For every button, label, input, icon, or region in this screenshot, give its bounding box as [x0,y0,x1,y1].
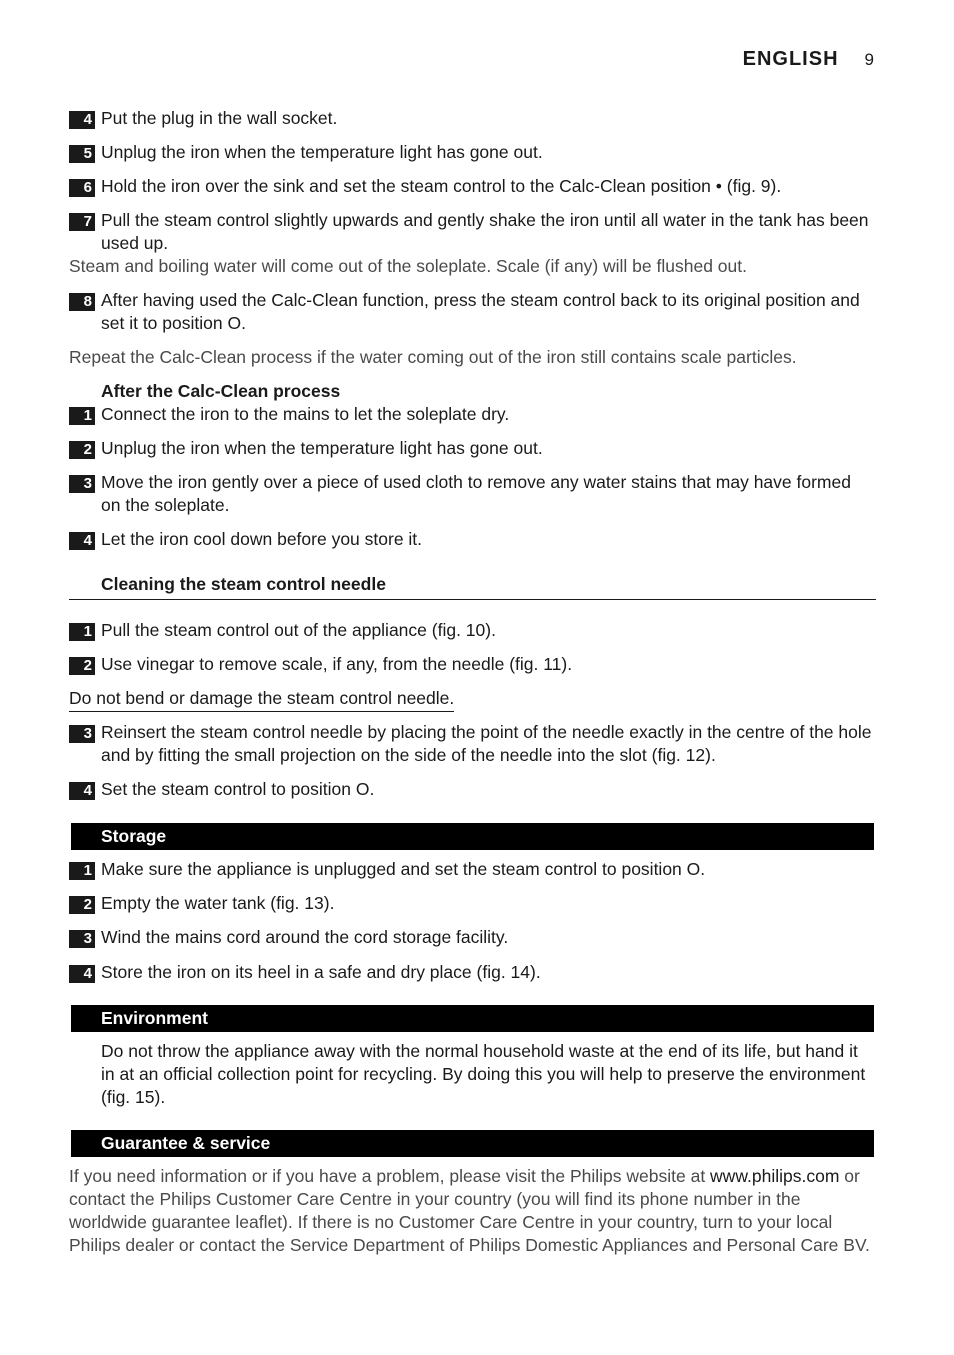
step-number: 1 [69,862,95,880]
page-number: 9 [864,50,874,69]
step-text: Store the iron on its heel in a safe and dry place (fig. 14). [101,962,541,982]
step-text: Unplug the iron when the temperature light has gone out. [101,142,543,162]
step-item [69,403,874,426]
step-number: 1 [69,623,95,641]
step-text: Connect the iron to the mains to let the soleplate dry. [101,404,510,424]
step-text: Reinsert the steam control needle by placing the point of the needle exactly in the centre of the hole and by fitting the small projection on the side of the needle into the slot (fig. 12). [101,722,872,765]
guarantee-text-before: If you need information or if you have a problem, please visit the Philips website at [69,1166,711,1186]
storage-heading-bar [71,823,874,850]
step-number: 1 [69,407,95,425]
step-number: 3 [69,475,95,493]
philips-website-link[interactable]: www.philips.com [710,1166,840,1186]
step-text: Unplug the iron when the temperature light has gone out. [101,438,543,458]
step-item [69,892,874,915]
step-item [69,528,874,551]
step-item [69,141,874,164]
step-text: Make sure the appliance is unplugged and set the steam control to position O. [101,859,706,879]
step-text: Empty the water tank (fig. 13). [101,893,335,913]
guarantee-text-after: or contact the Philips Customer Care Centre in your country (you will find its phone number in the worldwide guarantee leaflet). If there is no Customer Care Centre in your country, turn to your local Philips dealer or contact the Service Department of Philips Domestic Appliances and Personal Care BV. [69,1166,870,1255]
guarantee-heading: Guarantee & service [101,1133,271,1153]
step-text: Hold the iron over the sink and set the steam control to the Calc-Clean position • (fig. 9). [101,176,782,196]
step-text: Use vinegar to remove scale, if any, from the needle (fig. 11). [101,654,573,674]
step-item [69,858,874,881]
step-item [69,437,874,460]
step-number: 4 [69,111,95,129]
step-item [69,653,874,676]
needle-heading: Cleaning the steam control needle [101,574,386,594]
step-number: 2 [69,441,95,459]
repeat-note: Repeat the Calc-Clean process if the water coming out of the iron still contains scale particles. [69,347,797,367]
step-number: 8 [69,293,95,311]
step-number: 2 [69,896,95,914]
step-number: 6 [69,179,95,197]
step-text: After having used the Calc-Clean function, press the steam control back to its original position and set it to position O. [101,290,860,333]
step-number: 3 [69,930,95,948]
step-item [69,961,874,984]
storage-heading: Storage [101,826,167,846]
step-text: Pull the steam control slightly upwards and gently shake the iron until all water in the tank has been used up. [101,210,869,253]
step-item [69,619,874,642]
step-item [69,721,874,767]
section-divider [69,599,876,600]
needle-warning: Do not bend or damage the steam control needle. [69,687,454,712]
steam-note: Steam and boiling water will come out of the soleplate. Scale (if any) will be flushed out. [69,256,747,276]
step-text: Pull the steam control out of the appliance (fig. 10). [101,620,496,640]
environment-heading-bar [71,1005,874,1032]
step-text: Set the steam control to position O. [101,779,375,799]
step-item [69,778,874,801]
guarantee-heading-bar [71,1130,874,1157]
step-item [69,926,874,949]
page-header [743,48,874,71]
step-item [69,289,874,335]
step-item [69,107,874,130]
step-number: 4 [69,532,95,550]
step-number: 7 [69,213,95,231]
step-number: 2 [69,657,95,675]
language-label: ENGLISH [742,48,839,70]
after-calc-heading: After the Calc-Clean process [101,381,341,401]
step-item [69,175,874,198]
step-number: 5 [69,145,95,163]
step-item [69,209,874,255]
step-number: 4 [69,782,95,800]
step-text: Put the plug in the wall socket. [101,108,338,128]
step-text: Wind the mains cord around the cord storage facility. [101,927,509,947]
environment-heading: Environment [101,1008,208,1028]
environment-text: Do not throw the appliance away with the normal household waste at the end of its life, but hand it in at an official collection point for recycling. By doing this you will help to preserve the environment (fig. 15). [101,1041,866,1107]
guarantee-text [69,1165,879,1257]
step-item [69,471,874,517]
step-number: 4 [69,965,95,983]
step-text: Move the iron gently over a piece of used cloth to remove any water stains that may have formed on the soleplate. [101,472,851,515]
step-number: 3 [69,725,95,743]
step-text: Let the iron cool down before you store it. [101,529,423,549]
